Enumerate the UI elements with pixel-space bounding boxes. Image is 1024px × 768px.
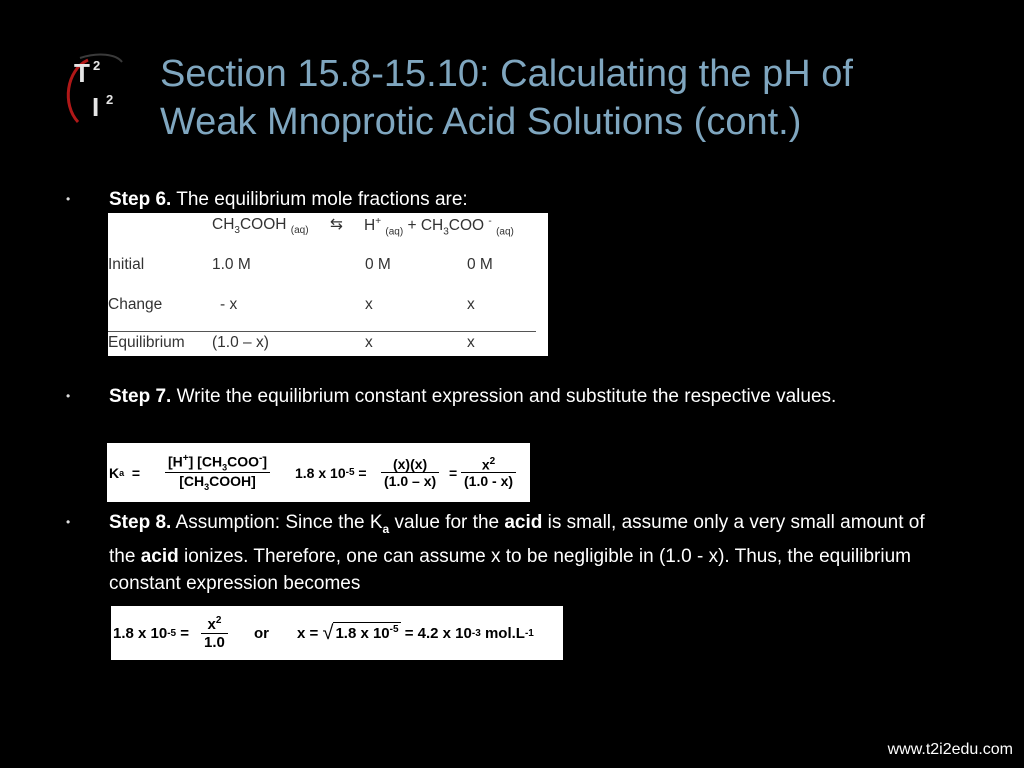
ice-cell: 0 M: [467, 256, 493, 273]
equals-sign: =: [449, 464, 458, 481]
bullet-dot: •: [66, 515, 71, 529]
ice-cell: x: [365, 296, 373, 313]
ice-header-reactant: $CH_3COOH$ $_{(aq)}$: [212, 216, 309, 237]
t2i2-logo: [58, 50, 138, 130]
acid-emphasis: acid: [504, 512, 543, 533]
ice-row-label: Change: [108, 296, 163, 313]
footer-url[interactable]: www.t2i2edu.com: [887, 741, 1013, 758]
step-8-text: Assumption: Since the K: [171, 512, 383, 533]
simplified-expression: [111, 606, 563, 660]
svg-text:I: I: [92, 92, 100, 122]
ka-symbol: K a =: [109, 464, 141, 481]
title-line-2: Weak Mnoprotic Acid Solutions (cont.): [160, 101, 802, 143]
step-8-text: is small, assume only a very small amount of the: [109, 512, 925, 567]
ice-cell: (1.0 – x): [212, 334, 269, 351]
ice-row-label: Initial: [108, 256, 145, 273]
ice-cell: 1.0 M: [212, 256, 251, 273]
ka-fraction: $\frac{[H^+] [CH_3COO^-]}{[CH_3COOH]}$: [165, 443, 270, 502]
svg-text:2: 2: [106, 92, 114, 107]
x-squared-over-one: $\frac{x^2}{1.0}$: [201, 606, 228, 660]
step-8-text: value for the: [389, 512, 505, 533]
step-6-bullet: [66, 186, 946, 213]
svg-text:2: 2: [93, 58, 101, 73]
step-6-label: Step 6.: [109, 189, 172, 210]
bullet-dot: •: [66, 192, 71, 206]
bullet-dot: •: [66, 389, 71, 403]
x-fraction: $\frac{(x)(x)}{(1.0 - x)}$: [381, 443, 439, 502]
or-label: or: [254, 624, 269, 642]
step-7-label: Step 7.: [109, 386, 172, 407]
slide-title: [160, 50, 960, 146]
ice-cell: 0 M: [365, 256, 391, 273]
equilibrium-expression: [107, 443, 530, 502]
ice-header-products: H+ $_{(aq)} + CH_3COO$ - $_{(aq)}$: [364, 216, 514, 238]
lhs-value: 1.8 x 10 -5 =: [113, 624, 190, 642]
step-8-bullet: [66, 509, 946, 597]
ice-divider: [108, 331, 536, 332]
step-8-label: Step 8.: [109, 512, 172, 533]
x-result: x = √ 1.8 x $10^{-5}$ = 4.2 x 10 -3 mol.L -1: [297, 622, 534, 644]
step-7-text: Write the equilibrium constant expression and substitute the respective values.: [171, 386, 837, 407]
step-6-text: The equilibrium mole fractions are:: [171, 189, 468, 210]
acid-emphasis: acid: [140, 545, 179, 567]
ice-row-label: Equilibrium: [108, 334, 185, 351]
svg-text:T: T: [74, 58, 90, 88]
step-8-text: ionizes. Therefore, one can assume x to be negligible in (1.0 - x). Thus, the equilibrium constant expression becomes: [109, 545, 911, 594]
ice-cell: x: [467, 334, 475, 351]
title-line-1: Section 15.8-15.10: Calculating the pH of: [160, 53, 853, 95]
x-squared-fraction: $\frac{x^2}{(1.0 - x)}$: [461, 443, 516, 502]
ice-cell: x: [467, 296, 475, 313]
step-7-bullet: [66, 383, 946, 410]
ice-table: [108, 213, 548, 356]
ka-value: 1.8 x 10 -5 =: [295, 464, 367, 481]
equilibrium-arrow: ⇆: [330, 216, 343, 233]
ice-cell: x: [365, 334, 373, 351]
ice-cell: - x: [220, 296, 238, 313]
ka-subscript: a: [382, 521, 390, 536]
